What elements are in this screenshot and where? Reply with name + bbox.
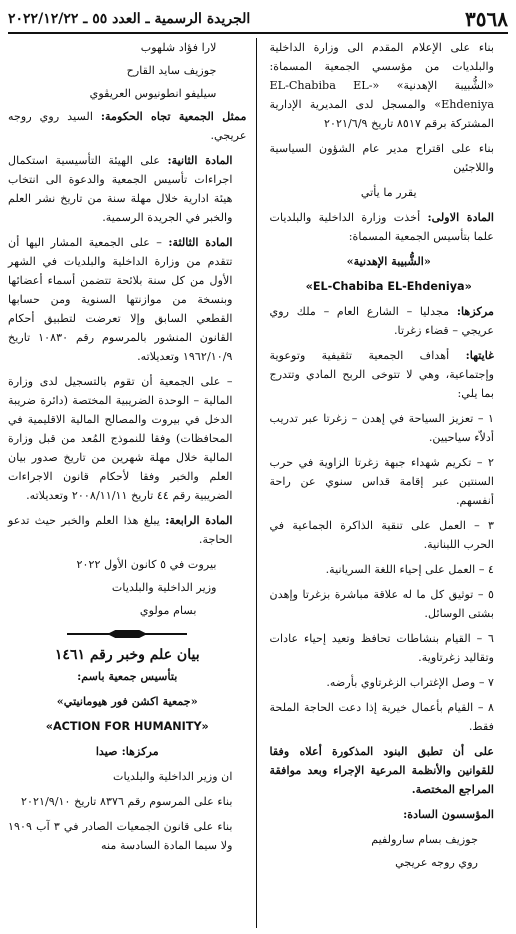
goal-item: ٥ – توثيق كل ما له علاقة مباشرة بزغرتا وإهدن بشتى الوسائل. (269, 588, 494, 620)
article-text: على الهيئة التأسيسية استكمال اجراءات تأسيس الجمعية والدعوة الى انتخاب هيئة ادارية خلال مهلة سنة من تاريخ نشر العلم والخبر في الجريدة الرسمية. (8, 154, 233, 224)
section-divider (67, 630, 187, 638)
hq-label: مركزها: (456, 304, 494, 318)
gazette-header-title: الجريدة الرسمية ـ العدد ٥٥ ـ ٢٠٢٢/١٢/٢٢ (8, 11, 251, 27)
minister-name: بسام مولوي (139, 604, 197, 617)
notice-subtitle: بتأسيس جمعية باسم: (77, 669, 178, 683)
article-text: – على الجمعية المشار اليها أن تتقدم من وزارة الداخلية والبلديات في الشهر الأول من كل سنة بلائحة تتضمن أسماء أعضائها وبنسخة من موازنتها السنوية ومن حسابها القطعي السابق وإلا تعرضت لتطبيق أحكام القانون المنشور بالمرسوم رقم ١٠٨٣٠ تاريخ ١٩٦٢/١٠/٩ وتعديلاته. (8, 236, 233, 363)
association-name-en: «EL-Chabiba EL-Ehdeniya» (305, 280, 472, 293)
paragraph: ان وزير الداخلية والبلديات (113, 770, 233, 783)
rep-label: ممثل الجمعية تجاه الحكومة: (100, 109, 247, 123)
founder-name: جوزيف سايد القارح (126, 64, 217, 77)
goal-item: ٨ – القيام بأعمال خيرية إذا دعت الحاجة الملحة فقط. (269, 701, 494, 733)
notice-title: بيان علم وخبر رقم ١٤٦١ (54, 647, 200, 663)
article-label: المادة الثالثة: (168, 235, 233, 249)
goal-item: ٤ – العمل على إحياء اللغة السريانية. (325, 563, 494, 576)
article-label: المادة الرابعة: (165, 513, 233, 527)
goal-item: ٣ – العمل على تنقية الذاكرة الجماعية في الحرب اللبنانية. (269, 519, 494, 551)
decides-heading: يقرر ما يأتي (360, 186, 417, 199)
columns (8, 38, 508, 928)
association-name-ar: «الشُّبيبة الإهدنية» (346, 254, 431, 268)
article-label: المادة الاولى: (427, 210, 494, 224)
paragraph: بناء على قانون الجمعيات الصادر في ٣ آب ١٩٠٩ ولا سيما المادة السادسة منه (8, 820, 233, 852)
goal-item: ٢ – تكريم شهداء جبهة زغرتا الزاوية في حرب السنتين عبر إقامة قداس سنوي عن راحة أنفسهم. (269, 456, 494, 507)
right-column (269, 38, 508, 928)
paragraph: بناء على اقتراح مدير عام الشؤون السياسية واللاجئين (269, 142, 494, 174)
article-text: يبلغ هذا العلم والخبر حيث تدعو الحاجة. (8, 514, 233, 546)
paragraph: بناء على المرسوم رقم ٨٣٧٦ تاريخ ٢٠٢١/٩/١٠ (20, 795, 233, 808)
rep-text: السيد روي روجه عريجي. (8, 110, 247, 142)
closing-clause: على أن تطبق البنود المذكورة أعلاه وفقا للقوانين والأنظمة المرعية الإجراء وبعد موافقة المراجع المختصة. (269, 744, 494, 796)
founder-name: روي روجه عريجي (395, 856, 478, 869)
goal-item: ٦ – القيام بنشاطات تحافظ وتعيد إحياء عادات وتقاليد زغرتاوية. (269, 632, 494, 664)
goal-item: ٧ – وصل الإغتراب الزغرتاوي بأرضه. (326, 676, 494, 689)
goals-label: غايتها: (465, 348, 495, 362)
founder-name: سيليفو انطونيوس العريڤوي (89, 87, 217, 100)
founder-name: جوزيف بسام سارولفيم (371, 833, 478, 846)
hq-text: مجدليا – الشارع العام – ملك روي عريجي – قضاء زغرتا. (269, 305, 494, 337)
article-label: المادة الثانية: (167, 153, 233, 167)
page-number: ٣٥٦٨ (465, 7, 508, 31)
founder-name: لارا فؤاد شلهوب (140, 41, 217, 54)
left-column (8, 38, 247, 928)
notice-headquarters: مركزها: صيدا (95, 744, 159, 758)
goals (269, 346, 508, 403)
notice-association-en: «ACTION FOR HUMANITY» (45, 720, 209, 733)
article-3 (8, 233, 247, 366)
article-2 (8, 151, 247, 227)
article-1 (269, 208, 508, 246)
founders-label: المؤسسون السادة: (403, 807, 494, 821)
page-header (8, 6, 508, 34)
goals-text: أهداف الجمعية تثقيفية وتوعوية وإجتماعية، وهي لا تتوخى الربح المادي وتتدرج بما يلي: (269, 349, 494, 400)
government-representative (8, 107, 247, 145)
date-line: بيروت في ٥ كانون الأول ٢٠٢٢ (76, 558, 217, 571)
column-separator (256, 38, 257, 928)
minister-title: وزير الداخلية والبلديات (111, 581, 217, 594)
article-text: أخذت وزارة الداخلية والبلديات علما بتأسيس الجمعية المسماة: (269, 211, 494, 243)
headquarters (269, 302, 508, 340)
paragraph: بناء على الإعلام المقدم الى وزارة الداخلية والبلديات من مؤسسي الجمعية المسماة: «الشُّبيبة الإهدنية» «EL-Chabiba EL-Ehdeniya» والمسجل لدى المديرية الإدارية المشتركة برقم ٨٥١٧ تاريخ ٢٠٢١/٦/٩ (269, 41, 494, 130)
notice-association-ar: «جمعية اكشن فور هيومانيتي» (56, 694, 198, 708)
article-3-tax: – على الجمعية أن تقوم بالتسجيل لدى وزارة المالية – الوحدة الضريبية المختصة (دائرة ضريبة الدخل في بيروت والمصالح المالية الاقليمية في المحافظات) وفقا للنموذج المُعد من قبل وزارة المالية خلال مهلة شهرين من تاريخ صدور بيان العلم والخبر وفقا لأحكام قانون الاجراءات الضريبية رقم ٤٤ تاريخ ٢٠٠٨/١١/١١ وتعديلاته. (8, 375, 233, 502)
goal-item: ١ – تعزيز السياحة في إهدن – زغرتا عبر تدريب أدلاّء سياحيين. (269, 412, 494, 444)
article-4 (8, 511, 247, 549)
